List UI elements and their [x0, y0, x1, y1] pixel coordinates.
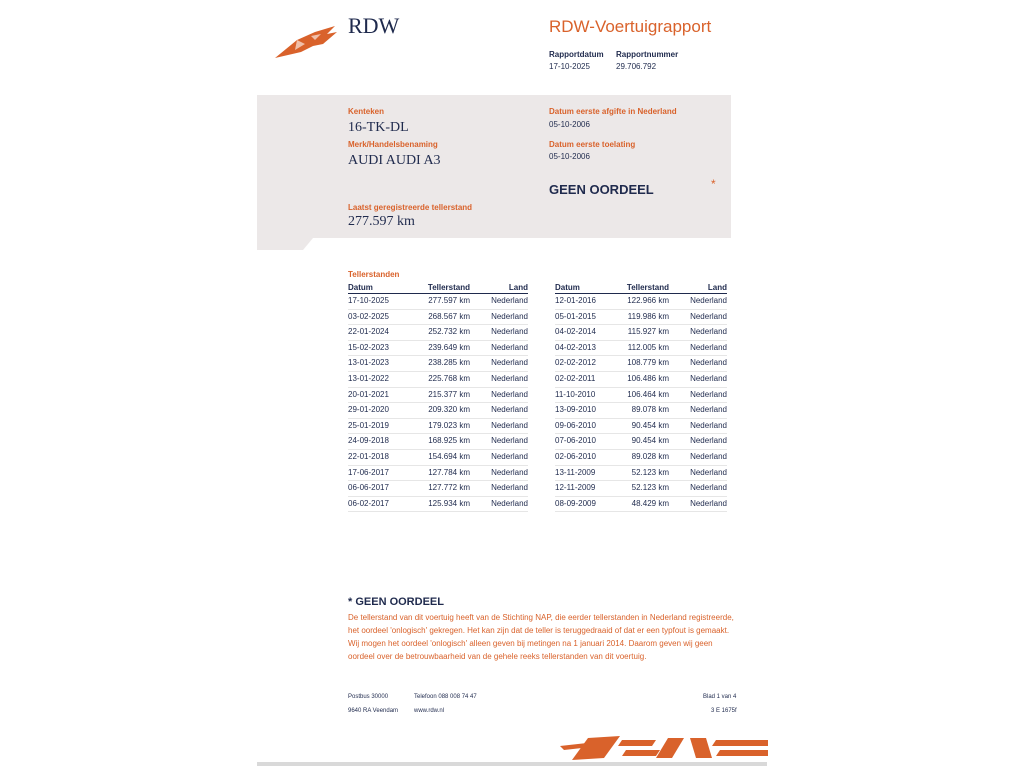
cell-land: Nederland: [491, 467, 528, 477]
table-row: [348, 341, 528, 357]
header-tellerstand: Tellerstand: [626, 283, 669, 292]
toelating-value: 05-10-2006: [549, 152, 590, 161]
cell-datum: 12-01-2016: [555, 296, 596, 305]
cell-land: Nederland: [491, 373, 528, 383]
cell-land: Nederland: [690, 358, 727, 368]
table-row: [555, 310, 727, 326]
cell-tellerstand: 225.768 km: [428, 373, 470, 383]
cell-datum: 06-06-2017: [348, 483, 389, 493]
cell-tellerstand: 119.986 km: [627, 311, 669, 321]
cell-datum: 22-01-2024: [348, 327, 389, 337]
rdw-bird-logo-icon: [275, 24, 339, 60]
footer-postbus: Postbus 30000: [348, 694, 389, 700]
table-row: [555, 497, 727, 513]
footer-plaats: 9640 RA Veendam: [348, 708, 399, 714]
cell-datum: 15-02-2023: [348, 342, 389, 352]
cell-tellerstand: 268.567 km: [428, 311, 470, 321]
kenteken-label: Kenteken: [348, 107, 385, 116]
rapportdatum-label: Rapportdatum: [549, 50, 604, 59]
table-row: [555, 403, 727, 419]
table-row: [555, 388, 727, 404]
tellerstanden-title: Tellerstanden: [348, 270, 400, 279]
cell-tellerstand: 252.732 km: [428, 327, 470, 337]
afgifte-label: Datum eerste afgifte in Nederland: [549, 107, 677, 116]
table-header: [348, 283, 528, 294]
cell-datum: 08-09-2009: [555, 498, 596, 508]
rapportdatum-value: 17-10-2025: [549, 62, 590, 71]
cell-tellerstand: 277.597 km: [428, 296, 470, 305]
cell-land: Nederland: [491, 389, 528, 399]
table-row: [348, 434, 528, 450]
table-row: [555, 325, 727, 341]
cell-land: Nederland: [491, 342, 528, 352]
cell-datum: 05-01-2015: [555, 311, 596, 321]
footer-stripes-decoration: [560, 736, 768, 760]
table-row: [348, 372, 528, 388]
table-row: [555, 341, 727, 357]
cell-tellerstand: 179.023 km: [428, 420, 470, 430]
cell-land: Nederland: [491, 483, 528, 493]
cell-datum: 07-06-2010: [555, 436, 596, 446]
cell-tellerstand: 154.694 km: [428, 451, 470, 461]
cell-tellerstand: 215.377 km: [428, 389, 470, 399]
verdict-star: *: [711, 177, 716, 191]
cell-land: Nederland: [690, 311, 727, 321]
cell-land: Nederland: [690, 467, 727, 477]
cell-land: Nederland: [491, 358, 528, 368]
cell-tellerstand: 127.784 km: [428, 467, 470, 477]
rapportnummer-value: 29.706.792: [616, 62, 657, 71]
cell-datum: 17-10-2025: [348, 296, 389, 305]
cell-land: Nederland: [690, 483, 727, 493]
vehicle-info-band: [257, 95, 731, 238]
cell-tellerstand: 209.320 km: [428, 405, 470, 415]
cell-datum: 04-02-2013: [555, 342, 596, 352]
toelating-label: Datum eerste toelating: [549, 140, 636, 149]
band-notch-decoration: [257, 238, 731, 250]
cell-tellerstand: 125.934 km: [428, 498, 470, 508]
cell-tellerstand: 90.454 km: [631, 420, 669, 430]
cell-tellerstand: 239.649 km: [428, 342, 470, 352]
cell-land: Nederland: [690, 498, 727, 508]
kenteken-value: 16-TK-DL: [348, 120, 409, 135]
footer-code: 3 E 1675f: [711, 708, 737, 714]
cell-datum: 25-01-2019: [348, 420, 389, 430]
cell-datum: 06-02-2017: [348, 498, 389, 508]
cell-datum: 02-06-2010: [555, 451, 596, 461]
cell-datum: 09-06-2010: [555, 420, 596, 430]
cell-tellerstand: 52.123 km: [631, 483, 669, 493]
cell-datum: 13-11-2009: [555, 467, 596, 477]
cell-tellerstand: 122.966 km: [627, 296, 669, 305]
table-row: [555, 356, 727, 372]
cell-tellerstand: 48.429 km: [631, 498, 669, 508]
cell-tellerstand: 90.454 km: [631, 436, 669, 446]
cell-land: Nederland: [491, 420, 528, 430]
tellerstand-value: 277.597 km: [348, 214, 415, 229]
cell-tellerstand: 52.123 km: [631, 467, 669, 477]
cell-datum: 12-11-2009: [555, 483, 596, 493]
tellerstanden-table-right: [555, 283, 727, 512]
table-row: [348, 450, 528, 466]
table-row: [348, 466, 528, 482]
footnote-text: De tellerstand van dit voertuig heeft van de Stichting NAP, die eerder tellerstanden in Nederland registreerde, het oordeel 'onlogisch' gekregen. Het kan zijn dat de teller is teruggedraaid of dat er een typfout is gemaakt. Wij mogen het oordeel 'onlogisch' alleen geven bij metingen na 1 januari 2014. Daarom geven wij geen oordeel over de betrouwbaarheid van de gehele reeks tellerstanden van dit voertuig.: [348, 613, 734, 661]
table-row: [348, 294, 528, 310]
table-row: [555, 466, 727, 482]
header-tellerstand: Tellerstand: [427, 283, 470, 292]
table-row: [348, 419, 528, 435]
table-row: [555, 372, 727, 388]
table-row: [348, 481, 528, 497]
cell-datum: 13-01-2023: [348, 358, 389, 368]
cell-tellerstand: 127.772 km: [428, 483, 470, 493]
cell-tellerstand: 115.927 km: [627, 327, 669, 337]
table-row: [348, 325, 528, 341]
cell-land: Nederland: [491, 436, 528, 446]
cell-land: Nederland: [491, 498, 528, 508]
table-row: [348, 403, 528, 419]
cell-tellerstand: 112.005 km: [627, 342, 669, 352]
cell-tellerstand: 168.925 km: [428, 436, 470, 446]
cell-datum: 04-02-2014: [555, 327, 596, 337]
footer-telefoon: Telefoon 088 008 74 47: [414, 694, 477, 700]
cell-datum: 22-01-2018: [348, 451, 389, 461]
table-row: [348, 356, 528, 372]
cell-datum: 13-01-2022: [348, 373, 389, 383]
verdict-text: GEEN OORDEEL: [549, 182, 654, 197]
tellerstanden-table-left: [348, 283, 528, 512]
cell-land: Nederland: [491, 327, 528, 337]
cell-land: Nederland: [491, 451, 528, 461]
rapportnummer-label: Rapportnummer: [616, 50, 679, 59]
cell-tellerstand: 89.078 km: [631, 405, 669, 415]
table-header: [555, 283, 727, 294]
cell-land: Nederland: [690, 451, 727, 461]
cell-land: Nederland: [491, 296, 528, 305]
report-title: RDW-Voertuigrapport: [549, 17, 712, 36]
cell-datum: 11-10-2010: [555, 389, 596, 399]
table-row: [555, 481, 727, 497]
cell-land: Nederland: [491, 311, 528, 321]
cell-datum: 29-01-2020: [348, 405, 389, 415]
table-row: [555, 419, 727, 435]
cell-land: Nederland: [690, 296, 727, 305]
header-datum: Datum: [555, 283, 580, 292]
header-land: Land: [508, 283, 528, 292]
cell-land: Nederland: [690, 389, 727, 399]
cell-datum: 02-02-2012: [555, 358, 596, 368]
cell-tellerstand: 106.486 km: [627, 373, 669, 383]
merk-label: Merk/Handelsbenaming: [348, 140, 438, 149]
cell-tellerstand: 238.285 km: [428, 358, 470, 368]
table-row: [348, 497, 528, 513]
cell-datum: 20-01-2021: [348, 389, 389, 399]
cell-datum: 03-02-2025: [348, 311, 389, 321]
merk-value: AUDI AUDI A3: [348, 153, 441, 168]
table-row: [348, 310, 528, 326]
header-datum: Datum: [348, 283, 373, 292]
afgifte-value: 05-10-2006: [549, 120, 590, 129]
footnote-title: * GEEN OORDEEL: [348, 596, 444, 608]
header-land: Land: [707, 283, 727, 292]
page-bottom-border: [257, 762, 767, 766]
tellerstand-label: Laatst geregistreerde tellerstand: [348, 203, 473, 212]
table-row: [555, 434, 727, 450]
brand-name: RDW: [348, 13, 400, 38]
cell-land: Nederland: [690, 373, 727, 383]
cell-tellerstand: 89.028 km: [631, 451, 669, 461]
cell-datum: 17-06-2017: [348, 467, 389, 477]
cell-land: Nederland: [690, 436, 727, 446]
table-row: [348, 388, 528, 404]
table-row: [555, 294, 727, 310]
cell-datum: 24-09-2018: [348, 436, 389, 446]
cell-land: Nederland: [491, 405, 528, 415]
cell-land: Nederland: [690, 327, 727, 337]
footer-blad: Blad 1 van 4: [703, 694, 737, 700]
cell-datum: 02-02-2011: [555, 373, 596, 383]
cell-land: Nederland: [690, 342, 727, 352]
cell-land: Nederland: [690, 420, 727, 430]
footer-website: www.rdw.nl: [414, 708, 445, 714]
cell-tellerstand: 108.779 km: [627, 358, 669, 368]
cell-land: Nederland: [690, 405, 727, 415]
table-row: [555, 450, 727, 466]
cell-tellerstand: 106.464 km: [627, 389, 669, 399]
cell-datum: 13-09-2010: [555, 405, 596, 415]
